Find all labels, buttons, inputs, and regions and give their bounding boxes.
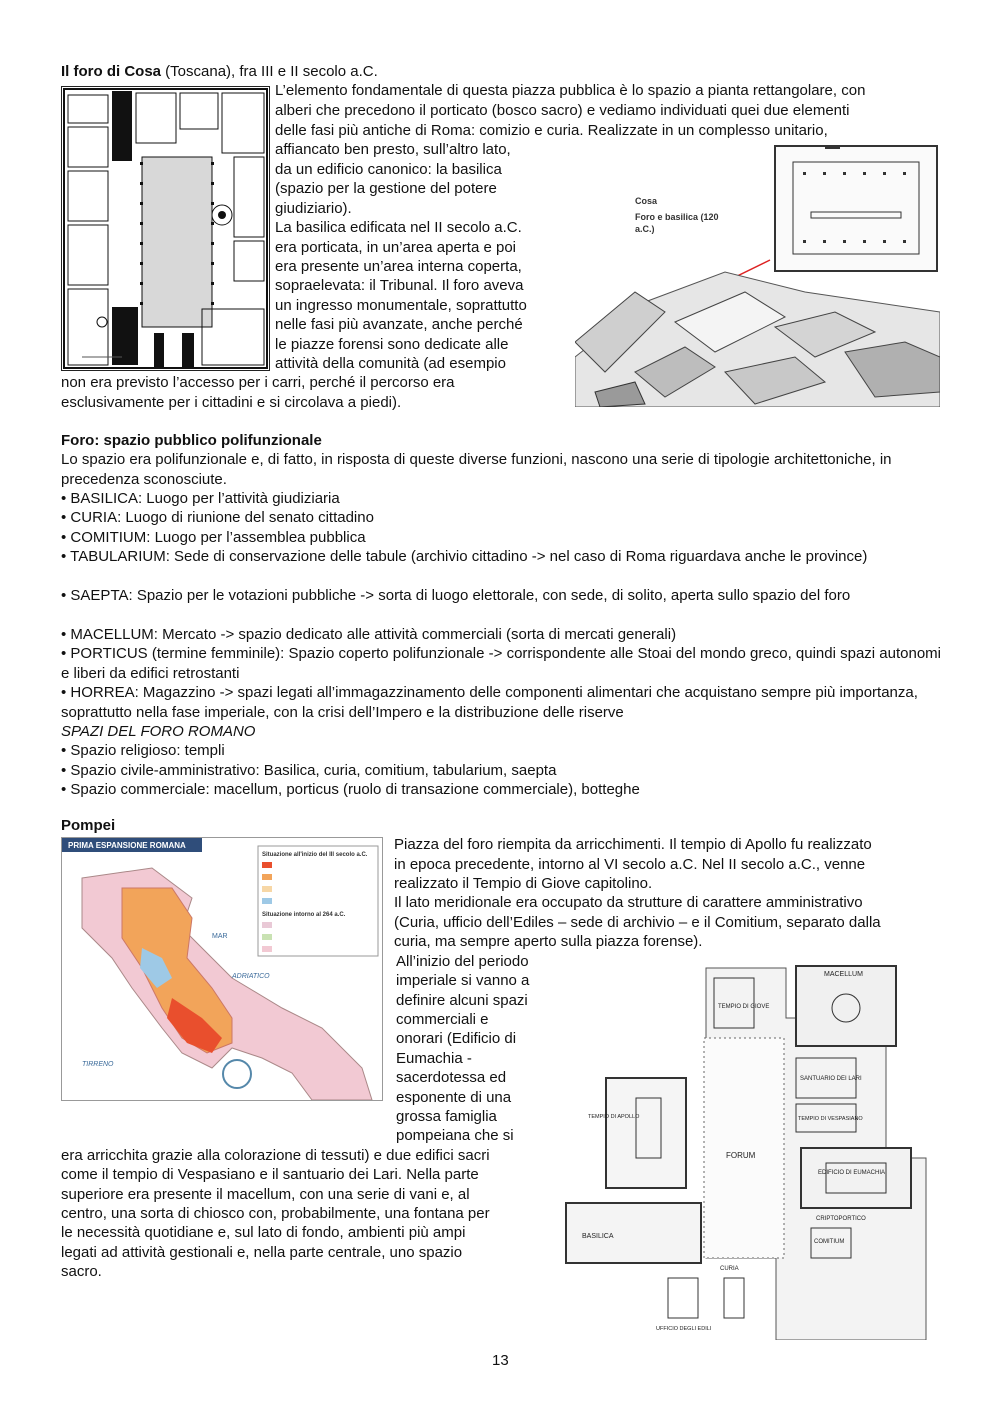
pompei-line: onorari (Edificio di [396, 1030, 517, 1047]
cosa-line: le piazze forensi sono dedicate alle [275, 336, 509, 353]
plan-label: MACELLUM [824, 971, 863, 978]
map-sea-label: ADRIATICO [232, 973, 270, 980]
cosa-line: L’elemento fondamentale di questa piazza pubblica è lo spazio a pianta rettangolare, con [275, 82, 866, 99]
pompei-line: imperiale si vanno a [396, 972, 530, 989]
pompei-line: definire alcuni spazi [396, 992, 528, 1009]
pompei-line: superiore era presente il macellum, con una serie di vani e, al [61, 1186, 470, 1203]
foro-heading: Foro: spazio pubblico polifunzionale [61, 432, 322, 449]
pompei-line: esponente di una [396, 1089, 512, 1106]
map-sea-label: MAR [212, 933, 228, 940]
plan-label: EDIFICIO DI EUMACHIA [818, 1170, 886, 1176]
plan-label: TEMPIO DI VESPASIANO [798, 1116, 863, 1122]
pompei-line: All’inizio del periodo [396, 953, 529, 970]
cosa-heading-subtitle: (Toscana), fra III e II secolo a.C. [161, 63, 378, 80]
list-item: • CURIA: Luogo di riunione del senato cittadino [61, 509, 374, 526]
cosa-line: La basilica edificata nel II secolo a.C. [275, 219, 522, 236]
list-item: • PORTICUS (termine femminile): Spazio coperto polifunzionale -> corrispondente alle Stoai del mondo greco, quindi spazi autonomi e liberi da edifici retrostanti [61, 645, 942, 682]
list-item: • HORREA: Magazzino -> spazi legati all’immagazzinamento delle componenti alimentari che acquistano sempre più importanza, soprattutto nella fase imperiale, con la crisi dell’Impero e la distribuzione delle riserve [61, 684, 918, 721]
map-legend-title: Situazione intorno al 264 a.C. [262, 912, 346, 918]
list-item: • Spazio civile-amministrativo: Basilica, curia, comitium, tabularium, saepta [61, 762, 557, 779]
plan-label: UFFICIO DEGLI EDILI [656, 1326, 712, 1332]
cosa-reconstruction-figure [575, 142, 940, 407]
pompei-line: Piazza del foro riempita da arricchimenti. Il tempio di Apollo fu realizzato [394, 836, 872, 853]
plan-label: TEMPIO DI APOLLO [588, 1114, 640, 1120]
cosa-figure-caption: Foro e basilica (120 [635, 212, 719, 222]
pompei-line: centro, una sorta di chiosco con, probabilmente, una fontana per [61, 1205, 490, 1222]
plan-label: CURIA [720, 1266, 739, 1272]
pompei-line: curia, ma sempre aperto sulla piazza forense). [394, 933, 703, 950]
page-number: 13 [492, 1352, 509, 1369]
pompei-line: commerciali e [396, 1011, 489, 1028]
pompei-line: sacerdotessa ed [396, 1069, 507, 1086]
cosa-line: sopraelevata: il Tribunal. Il foro aveva [275, 277, 524, 294]
cosa-line: da un edificio canonico: la basilica [275, 161, 502, 178]
foro-subheading: SPAZI DEL FORO ROMANO [61, 723, 256, 740]
plan-label: CRIPTOPORTICO [816, 1216, 866, 1222]
plan-label: TEMPIO DI GIOVE [718, 1004, 770, 1010]
cosa-line: era porticata, in un’area aperta e poi [275, 239, 516, 256]
pompei-line: pompeiana che si [396, 1127, 514, 1144]
list-item: • TABULARIUM: Sede di conservazione delle tabule (archivio cittadino -> nel caso di Roma riguardava anche le province) [61, 548, 868, 565]
pompei-line: Il lato meridionale era occupato da strutture di carattere amministrativo [394, 894, 863, 911]
pompei-line: sacro. [61, 1263, 102, 1280]
cosa-line: alberi che precedono il porticato (bosco sacro) e vediamo individuati quei due elementi [275, 102, 850, 119]
cosa-line: esclusivamente per i cittadini e si circolava a piedi). [61, 394, 402, 411]
cosa-line: (spazio per la gestione del potere [275, 180, 497, 197]
cosa-line: non era previsto l’accesso per i carri, perché il percorso era [61, 374, 455, 391]
cosa-line: un ingresso monumentale, soprattutto [275, 297, 527, 314]
pompei-line: (Curia, ufficio dell’Ediles – sede di archivio – e il Comitium, separato dalla [394, 914, 881, 931]
italy-map-figure [61, 837, 383, 1101]
cosa-line: affiancato ben presto, sull’altro lato, [275, 141, 511, 158]
pompei-line: le necessità quotidiane e, sul lato di fondo, ambienti più ampi [61, 1224, 466, 1241]
cosa-line: giudiziario). [275, 200, 352, 217]
map-legend-title: Situazione all'inizio del III secolo a.C. [262, 852, 368, 858]
cosa-line: nelle fasi più avanzate, anche perché [275, 316, 523, 333]
plan-label: SANTUARIO DEI LARI [800, 1076, 862, 1082]
cosa-line: era presente un’area interna coperta, [275, 258, 522, 275]
pompei-line: in epoca precedente, intorno al VI secolo a.C. Nel II secolo a.C., venne [394, 856, 866, 873]
list-item: • SAEPTA: Spazio per le votazioni pubbliche -> sorta di luogo elettorale, con sede, di solito, aperta sullo spazio del foro [61, 587, 851, 604]
list-item: • BASILICA: Luogo per l’attività giudiziaria [61, 490, 340, 507]
plan-label: FORUM [726, 1151, 756, 1160]
cosa-heading [61, 62, 378, 82]
plan-label: COMITIUM [814, 1239, 845, 1245]
list-item: • Spazio religioso: templi [61, 742, 225, 759]
list-item: • MACELLUM: Mercato -> spazio dedicato alle attività commerciali (sorta di mercati generali) [61, 626, 677, 643]
pompei-line: come il tempio di Vespasiano e il santuario dei Lari. Nella parte [61, 1166, 479, 1183]
cosa-figure-caption: Cosa [635, 196, 658, 206]
list-item: • Spazio commerciale: macellum, porticus (ruolo di transazione commerciale), botteghe [61, 781, 640, 798]
plan-label: BASILICA [582, 1233, 614, 1240]
pompei-line: realizzato il Tempio di Giove capitolino. [394, 875, 653, 892]
list-item: • COMITIUM: Luogo per l’assemblea pubblica [61, 529, 366, 546]
cosa-figure-caption: a.C.) [635, 224, 655, 234]
pompei-line: era arricchita grazie alla colorazione di tessuti) e due edifici sacri [61, 1147, 490, 1164]
pompei-heading: Pompei [61, 817, 116, 834]
pompei-line: grossa famiglia [396, 1108, 497, 1125]
cosa-plan-figure [61, 86, 270, 371]
cosa-heading-title: Il foro di Cosa [61, 63, 162, 80]
pompei-line: legati ad attività gestionali e, nella parte centrale, uno spazio [61, 1244, 463, 1261]
pompei-line: Eumachia - [396, 1050, 472, 1067]
foro-intro: Lo spazio era polifunzionale e, di fatto, in risposta di queste diverse funzioni, nascono una serie di tipologie architettoniche, in precedenza sconosciute. [61, 451, 892, 488]
map-title: PRIMA ESPANSIONE ROMANA [68, 841, 186, 850]
map-sea-label: TIRRENO [82, 1061, 114, 1068]
cosa-line: attività della comunità (ad esempio [275, 355, 506, 372]
cosa-line: delle fasi più antiche di Roma: comizio e curia. Realizzate in un complesso unitario, [275, 122, 828, 139]
pompei-forum-plan-figure [556, 958, 938, 1340]
